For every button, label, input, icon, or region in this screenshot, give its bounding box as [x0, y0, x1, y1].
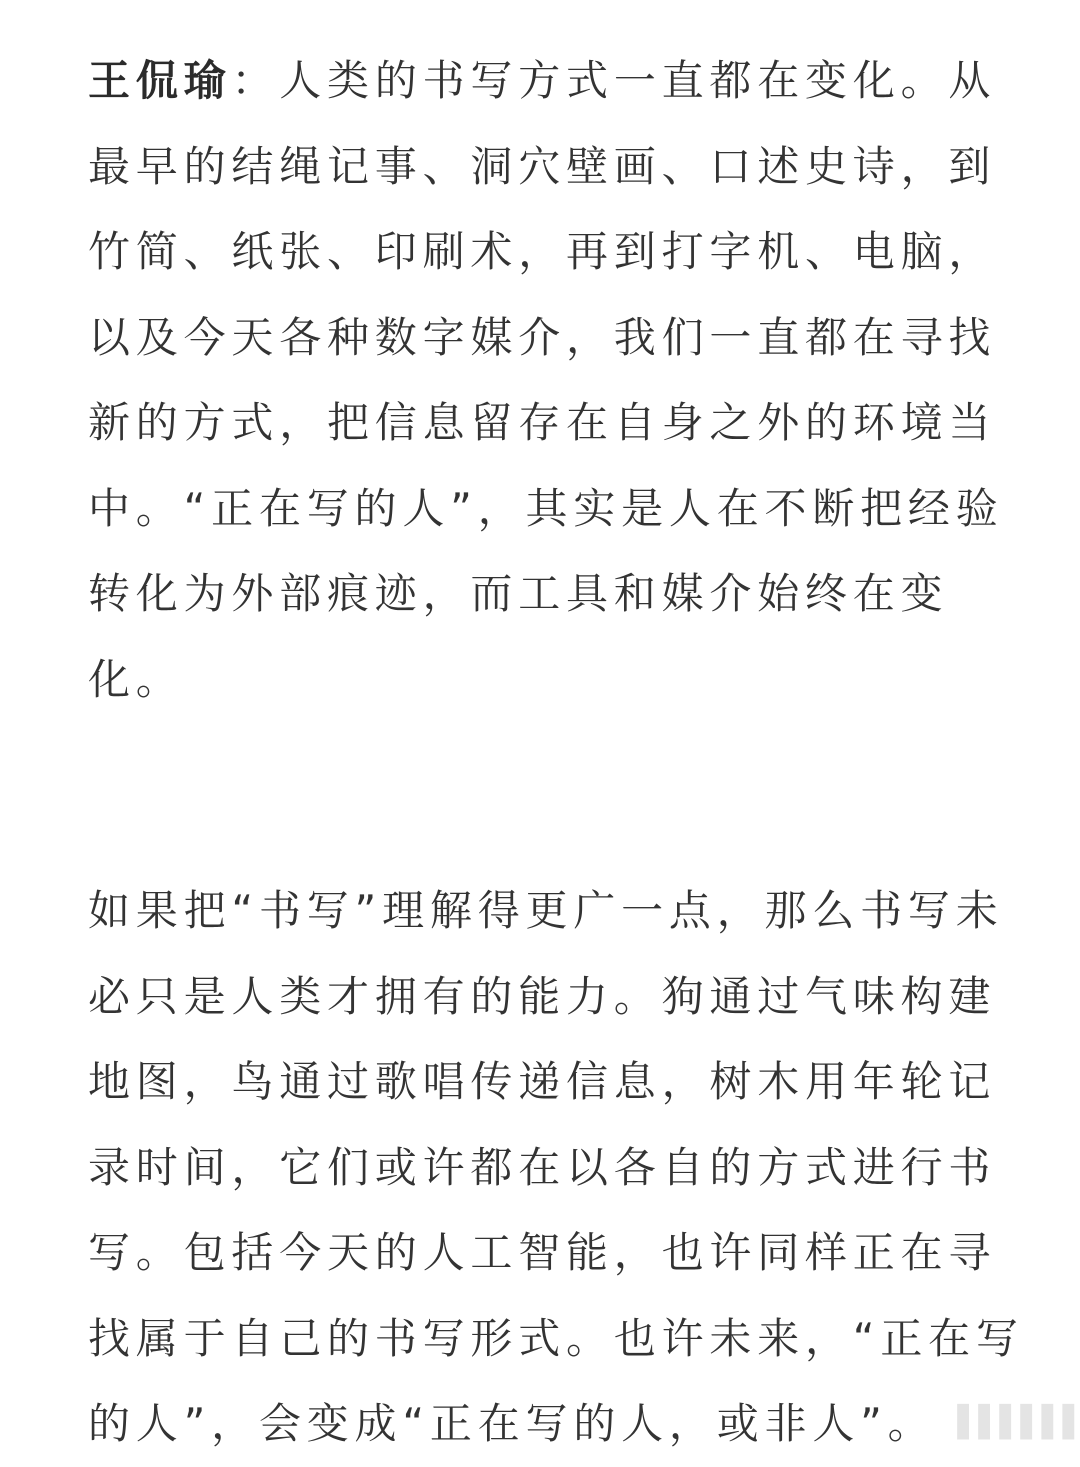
text-line: 写。包括今天的人工智能，也许同样正在寻: [88, 1228, 997, 1277]
paragraph-2: [88, 868, 1024, 1467]
text-line: 以及今天各种数字媒介，我们一直都在寻找: [88, 312, 997, 362]
text-line: 新的方式，把信息留存在自身之外的环境当: [88, 398, 997, 447]
text-line: 必只是人类才拥有的能力。狗通过气味构建: [88, 971, 997, 1021]
text-line: 如果把“书写”理解得更广一点，那么书写未: [88, 886, 1004, 935]
text-line: [88, 38, 1000, 124]
speaker-name: 王侃瑜: [88, 56, 232, 105]
article-body: [88, 38, 1024, 1467]
text-line: 最早的结绳记事、洞穴壁画、口述史诗，到: [88, 141, 997, 191]
text-line: 录时间，它们或许都在以各自的方式进行书: [88, 1142, 997, 1192]
paragraph-spacer: [88, 722, 1000, 868]
text-line: 中。“正在写的人”，其实是人在不断把经验: [88, 483, 1004, 533]
text-line: 竹简、纸张、印刷术，再到打字机、电脑，: [88, 227, 997, 276]
line-text: 人类的书写方式一直都在变化。从: [279, 56, 997, 105]
text-line: 转化为外部痕迹，而工具和媒介始终在变: [88, 569, 949, 618]
text-line: 化。: [88, 654, 184, 704]
text-line: 找属于自己的书写形式。也许未来，“正在写: [88, 1313, 1024, 1363]
paragraph-1: [88, 38, 1004, 722]
text-line: 的人”，会变成“正在写的人，或非人”。: [88, 1399, 936, 1448]
text-line: 地图，鸟通过歌唱传递信息，树木用年轮记: [88, 1057, 997, 1106]
watermark: ▐▐▐▐▐▐: [945, 1405, 1072, 1440]
speaker-separator: ：: [231, 56, 280, 105]
